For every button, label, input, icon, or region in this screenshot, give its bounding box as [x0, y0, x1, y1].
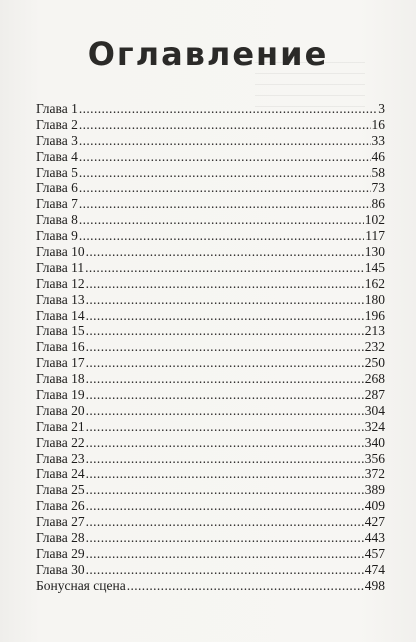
dot-leader [79, 117, 371, 133]
dot-leader [86, 371, 364, 387]
dot-leader [79, 228, 364, 244]
toc-entry [36, 451, 385, 467]
toc-entry [36, 165, 385, 181]
toc-entry-page-number: 16 [371, 116, 385, 132]
toc-entry-label: Глава 15 [36, 323, 85, 339]
dot-leader [86, 387, 364, 403]
dot-leader [79, 180, 371, 196]
toc-entry [36, 260, 385, 276]
toc-entry-page-number: 457 [364, 545, 385, 561]
toc-entry-label: Глава 26 [36, 498, 85, 514]
toc-entry-page-number: 58 [371, 164, 385, 180]
toc-entry-page-number: 287 [364, 387, 385, 403]
toc-entry-page-number: 196 [364, 307, 385, 323]
toc-entry [36, 323, 385, 339]
toc-entry-label: Глава 14 [36, 307, 85, 323]
toc-entry [36, 403, 385, 419]
dot-leader [86, 530, 364, 546]
toc-entry [36, 514, 385, 530]
toc-entry-page-number: 145 [364, 259, 385, 275]
toc-entry-label: Глава 3 [36, 132, 78, 148]
dot-leader [86, 435, 364, 451]
toc-entry-page-number: 102 [364, 212, 385, 228]
toc-entry-page-number: 304 [364, 402, 385, 418]
dot-leader [86, 323, 364, 339]
dot-leader [79, 196, 371, 212]
toc-entry [36, 578, 385, 594]
toc-entry-page-number: 443 [364, 530, 385, 546]
toc-entry-page-number: 130 [364, 244, 385, 260]
toc-entry-label: Глава 30 [36, 561, 85, 577]
toc-entry-label: Глава 12 [36, 275, 85, 291]
toc-entry-label: Глава 1 [36, 101, 78, 116]
dot-leader [86, 308, 364, 324]
dot-leader [79, 165, 371, 181]
dot-leader [85, 260, 364, 276]
toc-entry [36, 498, 385, 514]
toc-entry [36, 244, 385, 260]
toc-entry-page-number: 498 [364, 577, 385, 593]
toc-entry [36, 530, 385, 546]
toc-entry-label: Глава 28 [36, 530, 85, 546]
toc-entry [36, 419, 385, 435]
toc-entry [36, 149, 385, 165]
dot-leader [127, 578, 364, 594]
toc-entry [36, 292, 385, 308]
toc-entry-label: Глава 10 [36, 244, 85, 260]
dot-leader [86, 498, 364, 514]
toc-entry-page-number: 180 [364, 291, 385, 307]
dot-leader [79, 133, 371, 149]
toc-entry-label: Глава 6 [36, 180, 78, 196]
toc-entry [36, 466, 385, 482]
toc-entry [36, 546, 385, 562]
toc-entry-label: Бонусная сцена [36, 577, 126, 593]
dot-leader [86, 514, 364, 530]
toc-entry [36, 562, 385, 578]
toc-entry-label: Глава 18 [36, 371, 85, 387]
toc-entry [36, 196, 385, 212]
dot-leader [86, 276, 364, 292]
toc-entry-page-number: 389 [364, 482, 385, 498]
toc-entry-label: Глава 25 [36, 482, 85, 498]
dot-leader [86, 292, 364, 308]
dot-leader [86, 339, 364, 355]
toc-entry [36, 435, 385, 451]
toc-entry-page-number: 340 [364, 434, 385, 450]
dot-leader [86, 482, 364, 498]
toc-entry [36, 212, 385, 228]
toc-entry-page-number: 46 [371, 148, 385, 164]
toc-entry-label: Глава 4 [36, 148, 78, 164]
toc-entry-label: Глава 27 [36, 514, 85, 530]
toc-entry-label: Глава 11 [36, 259, 85, 275]
dot-leader [86, 562, 364, 578]
toc-entry [36, 355, 385, 371]
dot-leader [86, 419, 364, 435]
toc-entry-page-number: 33 [371, 132, 385, 148]
dot-leader [79, 101, 377, 117]
dot-leader [86, 355, 364, 371]
dot-leader [79, 212, 364, 228]
dot-leader [86, 244, 364, 260]
table-of-contents [36, 101, 385, 594]
toc-entry-page-number: 409 [364, 498, 385, 514]
page-title: Оглавление [87, 35, 329, 73]
toc-entry-page-number: 213 [364, 323, 385, 339]
toc-entry [36, 482, 385, 498]
dot-leader [86, 466, 364, 482]
toc-entry-label: Глава 5 [36, 164, 78, 180]
toc-entry-label: Глава 21 [36, 418, 85, 434]
toc-entry-page-number: 427 [364, 514, 385, 530]
toc-entry [36, 339, 385, 355]
dot-leader [86, 546, 364, 562]
toc-entry-label: Глава 16 [36, 339, 85, 355]
toc-entry-page-number: 73 [371, 180, 385, 196]
toc-entry [36, 180, 385, 196]
toc-entry-page-number: 3 [378, 101, 385, 116]
toc-entry-label: Глава 24 [36, 466, 85, 482]
toc-entry-page-number: 372 [364, 466, 385, 482]
toc-entry-page-number: 162 [364, 275, 385, 291]
toc-entry-label: Глава 23 [36, 450, 85, 466]
toc-entry-label: Глава 9 [36, 228, 78, 244]
toc-entry-label: Глава 2 [36, 116, 78, 132]
toc-entry-page-number: 86 [371, 196, 385, 212]
toc-entry-label: Глава 8 [36, 212, 78, 228]
toc-entry-page-number: 268 [364, 371, 385, 387]
toc-entry [36, 228, 385, 244]
toc-entry-page-number: 250 [364, 355, 385, 371]
toc-entry-label: Глава 13 [36, 291, 85, 307]
dot-leader [86, 403, 364, 419]
toc-entry-label: Глава 17 [36, 355, 85, 371]
toc-entry-label: Глава 20 [36, 402, 85, 418]
toc-entry-label: Глава 22 [36, 434, 85, 450]
toc-entry-page-number: 324 [364, 418, 385, 434]
toc-entry-page-number: 117 [365, 228, 385, 244]
toc-entry-label: Глава 7 [36, 196, 78, 212]
dot-leader [86, 451, 364, 467]
dot-leader [79, 149, 371, 165]
toc-entry [36, 101, 385, 117]
toc-entry-page-number: 474 [364, 561, 385, 577]
toc-entry [36, 276, 385, 292]
toc-entry-page-number: 356 [364, 450, 385, 466]
toc-entry [36, 308, 385, 324]
toc-entry-page-number: 232 [364, 339, 385, 355]
toc-entry-label: Глава 29 [36, 545, 85, 561]
toc-entry-label: Глава 19 [36, 387, 85, 403]
toc-entry [36, 117, 385, 133]
toc-entry [36, 133, 385, 149]
toc-entry [36, 371, 385, 387]
toc-entry [36, 387, 385, 403]
